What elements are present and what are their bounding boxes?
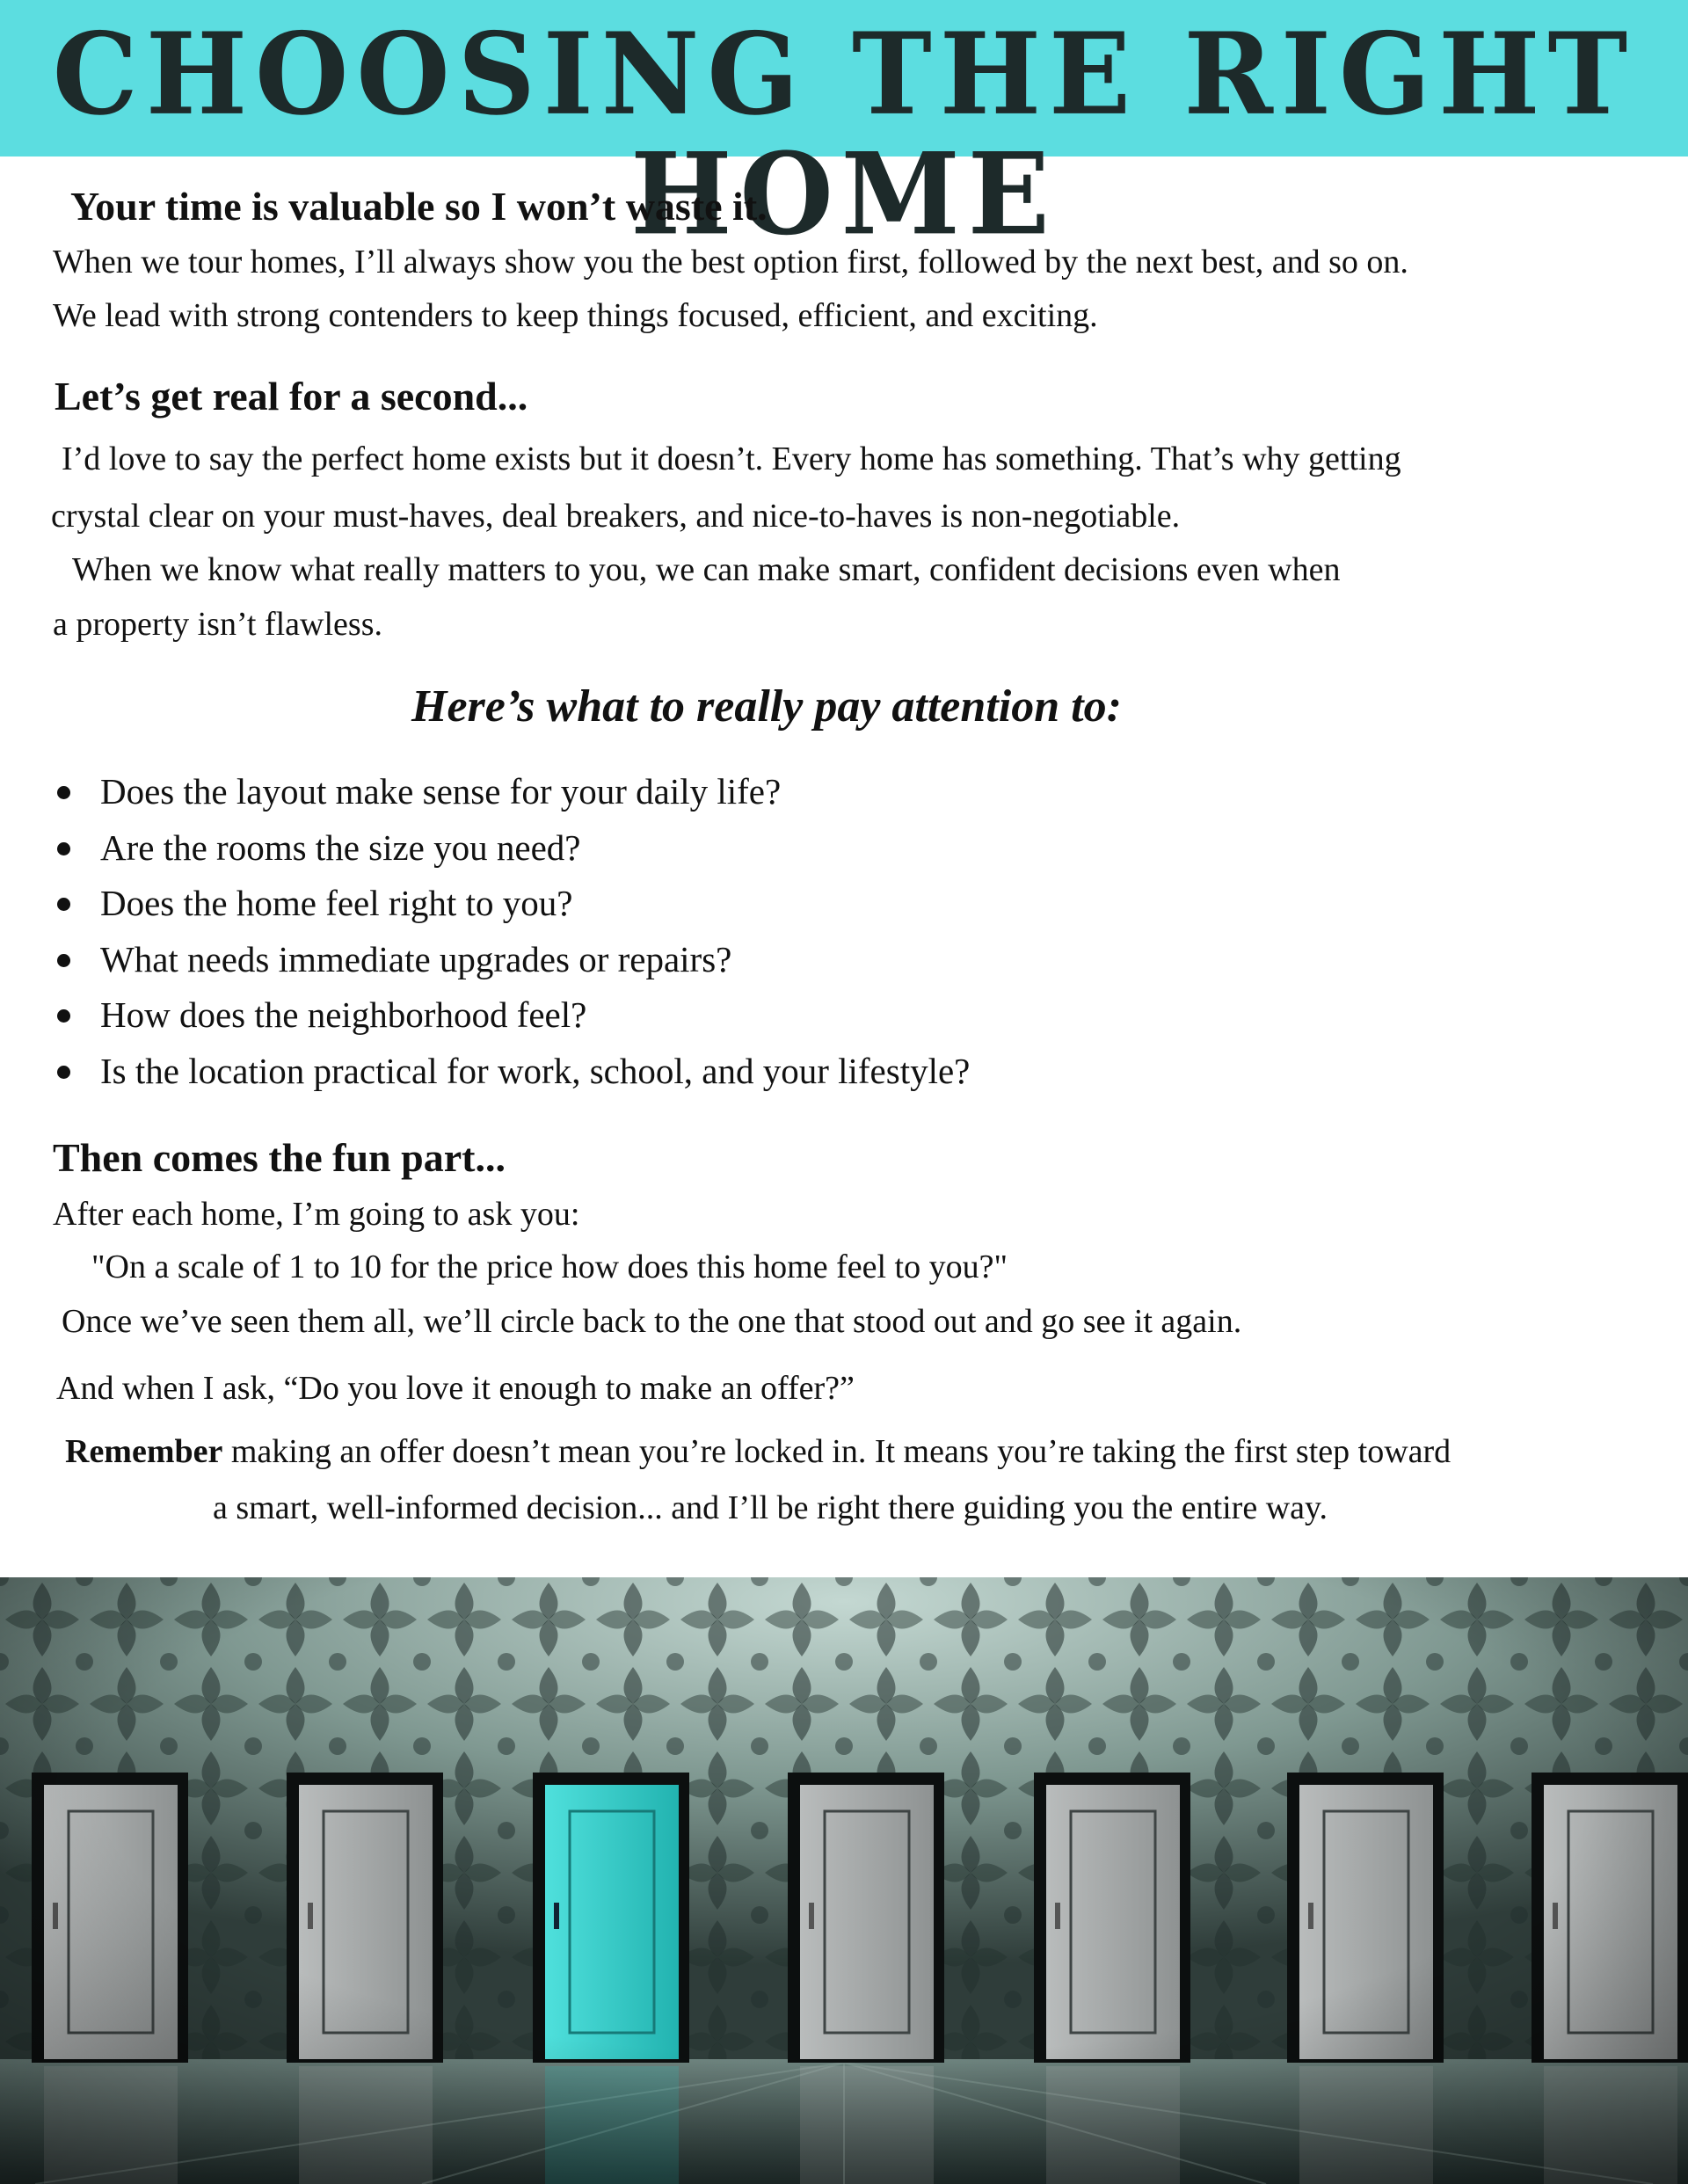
paragraph-line: And when I ask, “Do you love it enough to make an offer?” — [56, 1370, 855, 1407]
paragraph-line: We lead with strong contenders to keep things focused, efficient, and exciting. — [53, 297, 1098, 334]
paragraph-line: After each home, I’m going to ask you: — [53, 1196, 580, 1233]
page-title: CHOOSING THE RIGHT HOME — [52, 7, 1636, 260]
attention-heading: Here’s what to really pay attention to: — [411, 681, 1122, 732]
section-heading-time: Your time is valuable so I won’t waste it. — [70, 184, 768, 229]
paragraph-line: crystal clear on your must-haves, deal breakers, and nice-to-haves is non-negotiable. — [51, 498, 1181, 535]
list-item: How does the neighborhood feel? — [51, 990, 970, 1046]
paragraph-line: When we tour homes, I’ll always show you the best option first, followed by the next best, and so on. — [53, 244, 1408, 280]
remember-line-2: a smart, well-informed decision... and I’ll be right there guiding you the entire way. — [213, 1489, 1328, 1526]
doors-photo — [0, 1577, 1688, 2184]
attention-list — [51, 767, 970, 1102]
remember-line — [65, 1431, 1451, 1472]
list-item: Are the rooms the size you need? — [51, 823, 970, 879]
remember-text: making an offer doesn’t mean you’re locked in. It means you’re taking the first step toward — [222, 1433, 1452, 1470]
list-item: Is the location practical for work, school, and your lifestyle? — [51, 1046, 970, 1103]
section-heading-fun: Then comes the fun part... — [53, 1135, 506, 1180]
remember-bold: Remember — [65, 1433, 223, 1470]
paragraph-line: I’d love to say the perfect home exists but it doesn’t. Every home has something. That’s why getting — [62, 440, 1401, 477]
list-item: What needs immediate upgrades or repairs? — [51, 935, 970, 991]
paragraph-line: Once we’ve seen them all, we’ll circle back to the one that stood out and go see it again. — [62, 1303, 1242, 1340]
paragraph-line: When we know what really matters to you, we can make smart, confident decisions even when — [72, 551, 1341, 588]
doors-illustration — [0, 1577, 1688, 2184]
section-heading-real: Let’s get real for a second... — [55, 374, 528, 419]
quote-line: "On a scale of 1 to 10 for the price how does this home feel to you?" — [91, 1249, 1008, 1285]
list-item: Does the home feel right to you? — [51, 878, 970, 935]
paragraph-line: a property isn’t flawless. — [53, 606, 382, 643]
list-item: Does the layout make sense for your daily life? — [51, 767, 970, 823]
